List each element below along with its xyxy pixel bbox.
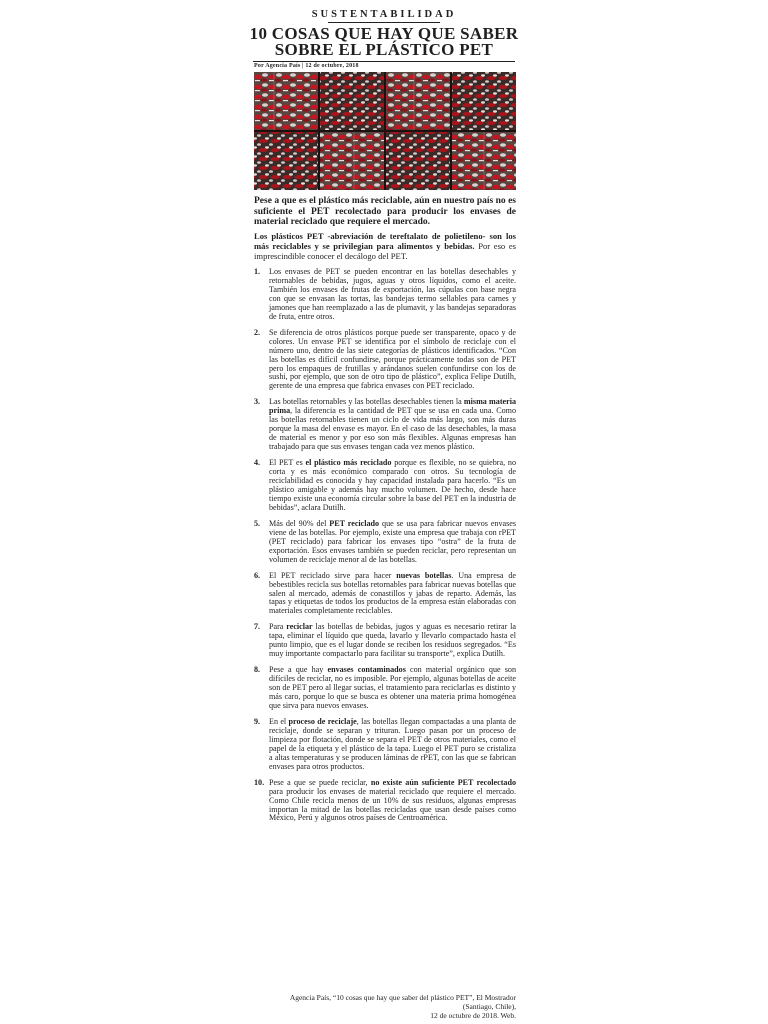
item-text: El PET es	[269, 458, 306, 468]
item-text: Para	[269, 622, 287, 632]
item-text: Los envases de PET se pueden encontrar en las botellas desechables y retornables de bebidas, jugos, aguas y otros líquidos, como el aceite. También los envases de frutas de exportación, las cúpulas con base negra con que se envasan las tortas, las bandejas termo sellables para carnes y jamones que han reemplazado a las de plumavit, y las bandejas separadoras de fruta, entre otros.	[269, 267, 516, 321]
item-text: Más del 90% del	[269, 518, 330, 528]
decalogue-list	[254, 268, 516, 823]
item-highlight: proceso de reciclaje	[288, 716, 357, 726]
item-highlight: envases contaminados	[327, 665, 406, 675]
item-text: que se usa para fabricar nuevos envases viene de las botellas. Por ejemplo, existe una empresa que trabaja con rPET (PET reciclado) para fabricar los envases tipo “ostra” de la fruta de exportación. Esos envases también se pueden reciclar, pero representan un volumen de reciclaje menor al de las botellas.	[269, 518, 516, 564]
item-number: 10.	[254, 777, 265, 787]
item-number: 3.	[254, 397, 261, 407]
title-line-2: SOBRE EL PLÁSTICO PET	[274, 40, 494, 59]
lead-paragraph: Pese a que es el plástico más reciclable, aún en nuestro país no es suficiente el PET recolectado para producir los envases de material reciclado que requiere el mercado.	[254, 196, 516, 227]
item-number: 2.	[254, 327, 261, 337]
item-text: porque es flexible, no se quiebra, no corta y es más económico comparado con otros. Su tecnología de reciclabilidad es conocida y hay capacidad instalada para hacerlo. “Es un plástico amigable y además hay mucho volumen. De hecho, desde hace tiempo existe una economía circular sobre la base del PET en la industria de bebidas”, aclara Dutilh.	[269, 458, 516, 512]
article-title	[0, 26, 768, 58]
intro-bold-sentence: Los plásticos PET -abreviación de tereftalato de polietileno- son los más reciclables y se privilegian para alimentos y bebidas.	[254, 231, 516, 251]
bottle-bales-image	[254, 72, 516, 190]
title-line-1: 10 COSAS QUE HAY QUE SABER	[249, 24, 519, 43]
title-rule	[253, 61, 515, 62]
list-item	[254, 718, 516, 772]
item-number: 6.	[254, 570, 261, 580]
item-number: 8.	[254, 665, 261, 675]
citation-line-3: 12 de octubre de 2018. Web.	[430, 1011, 516, 1020]
byline: Por Agencia País | 12 de octubre, 2018	[254, 63, 359, 69]
item-text: . Una empresa de bebestibles recicla sus botellas retornables para fabricar nuevas botellas que salen al mercado, además de conastillos y jabas de reparto. Además, las tapas y etiquetas de todos los productos de la empresa están elaboradas con materiales completamente reciclables.	[269, 570, 516, 616]
item-number: 1.	[254, 267, 261, 276]
list-item	[254, 459, 516, 513]
citation	[254, 993, 516, 1020]
item-text: Pese a que hay	[269, 665, 328, 675]
item-text: las botellas de bebidas, jugos y aguas es necesario retirar la tapa, eliminar el líquido que queda, lavarlo y llevarlo compactado hasta el punto limpio, que es el lugar donde se reciben los residuos segregados. “Es muy importante compactarlo para facilitar su transporte”, explica Dutilh.	[269, 622, 516, 659]
item-text: Pese a que se puede reciclar,	[269, 777, 371, 787]
list-item	[254, 520, 516, 565]
citation-line-2: (Santiago, Chile),	[462, 1002, 516, 1011]
item-highlight: PET reciclado	[329, 518, 380, 528]
item-text: El PET reciclado sirve para hacer	[269, 570, 397, 580]
item-text: , las botellas llegan compactadas a una planta de reciclaje, donde se separan y trituran. Luego pasan por un proceso de limpieza por flotación, donde se separa el PET de otros materiales, como el papel de la etiqueta y el plástico de la tapa. Luego el PET puro se cristaliza a altas temperaturas y se producen láminas de rPET, con las que se fabrican envases para otros productos.	[269, 716, 516, 771]
item-highlight: no existe aún suficiente PET recolectado	[370, 777, 516, 787]
item-number: 5.	[254, 518, 261, 528]
recycled-bottles-photo	[254, 72, 516, 190]
item-number: 4.	[254, 458, 261, 468]
list-item	[254, 268, 516, 322]
item-text: En el	[269, 716, 289, 726]
item-text: para producir los envases de material reciclado que requiere el mercado. Como Chile recicla menos de un 10% de sus residuos, algunas empresas importan la mitad de las botellas recicladas que usan desde países como México, Perú y algunos otros países de Centroamérica.	[269, 786, 516, 823]
item-highlight: misma materia prima	[269, 397, 516, 416]
item-text: Se diferencia de otros plásticos porque puede ser transparente, opaco y de colores. Un envase PET se identifica por el símbolo de reciclaje con el número uno, dentro de las siete categorías de plásticos identificados. “Con las botellas es difícil confundirse, porque prácticamente todas son de PET pero los empaques de frutillas y arándanos suelen confundirse con los de sushi, por ejemplo, que son de otro tipo de plástico”, explica Felipe Dutilh, gerente de una empresa que fabrica envases con PET reciclado.	[269, 327, 516, 391]
section-kicker: SUSTENTABILIDAD	[311, 9, 457, 20]
list-item	[254, 329, 516, 392]
kicker-rule	[328, 22, 440, 23]
intro-paragraph	[254, 231, 516, 261]
list-item	[254, 572, 516, 617]
list-item	[254, 398, 516, 452]
list-item	[254, 623, 516, 659]
list-item	[254, 779, 516, 824]
item-highlight: el plástico más reciclado	[305, 458, 392, 468]
item-number: 9.	[254, 716, 261, 726]
item-text: , la diferencia es la cantidad de PET que se usa en cada una. Como las botellas retornables tienen un ciclo de vida más largo, son más duras porque la masa del envase es mayor. En el caso de las desechables, la masa de material es menor y por eso son más flexibles. Algunas empresas han trabajado para que sus envases tengan cada vez menos plástico.	[269, 406, 516, 452]
item-text: Las botellas retornables y las botellas desechables tienen la	[269, 397, 464, 407]
item-number: 7.	[254, 622, 261, 632]
list-item	[254, 666, 516, 711]
item-text: con material orgánico que son difíciles de reciclar, no es imposible. Por ejemplo, algunas botellas de aceite son de PET pero al llegar sucias, el tratamiento para reciclarlas es distinto y más caro, porque lo que se busca es obtener una materia prima homogénea que sirva para nuevos envases.	[269, 665, 516, 710]
item-highlight: reciclar	[286, 622, 313, 632]
item-highlight: nuevas botellas	[396, 570, 452, 580]
intro-sentence: Por eso es imprescindible conocer el decálogo del PET.	[254, 241, 517, 261]
citation-line-1: Agencia País, “10 cosas que hay que saber del plástico PET”, El Mostrador	[289, 993, 516, 1002]
